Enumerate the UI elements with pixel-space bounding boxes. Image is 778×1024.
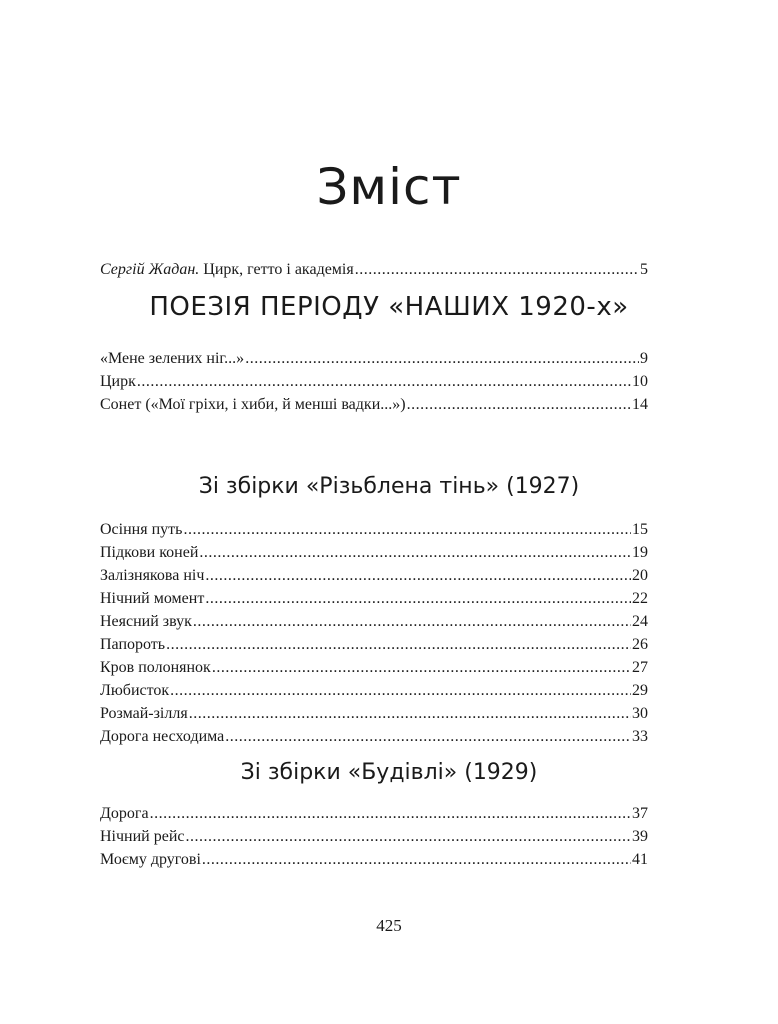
entry-title: Нічний рейс	[100, 828, 185, 845]
leader-dots	[183, 518, 631, 541]
entry-title: Підкови коней	[100, 544, 199, 561]
section-heading: ПОЕЗІЯ ПЕРІОДУ «НАШИХ 1920-х»	[149, 292, 629, 322]
leader-dots	[245, 347, 639, 370]
entry-page: 5	[640, 261, 648, 278]
toc-entry	[100, 610, 648, 633]
entry-page: 29	[632, 682, 648, 699]
toc-entry	[100, 587, 648, 610]
toc-intro	[100, 258, 648, 281]
collection-heading-1: Зі збірки «Різьблена тінь» (1927)	[198, 474, 580, 499]
entry-title	[100, 258, 354, 281]
entry-title: Кров полонянок	[100, 659, 211, 676]
leader-dots	[170, 679, 631, 702]
entry-title-text: Цирк, гетто і академія	[199, 261, 354, 278]
entry-title: Неясний звук	[100, 613, 192, 630]
leader-dots	[166, 633, 631, 656]
entry-page: 15	[632, 521, 648, 538]
leader-dots	[189, 702, 631, 725]
toc-entry	[100, 258, 648, 281]
leader-dots	[407, 393, 631, 416]
entry-title: Дорога	[100, 805, 149, 822]
toc-section-list	[100, 347, 648, 416]
page-number: 425	[376, 916, 402, 935]
leader-dots	[150, 802, 631, 825]
toc-entry	[100, 848, 648, 871]
leader-dots	[205, 587, 631, 610]
entry-page: 41	[632, 851, 648, 868]
entry-title: Осіння путь	[100, 521, 183, 538]
entry-title: Розмай-зілля	[100, 705, 188, 722]
leader-dots	[193, 610, 631, 633]
toc-entry	[100, 679, 648, 702]
leader-dots	[205, 564, 631, 587]
leader-dots	[199, 541, 631, 564]
entry-title: Любисток	[100, 682, 170, 699]
toc-entry	[100, 518, 648, 541]
entry-page: 9	[640, 350, 648, 367]
toc-entry	[100, 656, 648, 679]
toc-entry	[100, 347, 648, 370]
entry-page: 37	[632, 805, 648, 822]
entry-page: 39	[632, 828, 648, 845]
entry-page: 30	[632, 705, 648, 722]
toc-entry	[100, 393, 648, 416]
toc-entry	[100, 702, 648, 725]
leader-dots	[355, 258, 639, 281]
entry-page: 33	[632, 728, 648, 745]
page-title: Зміст	[316, 158, 462, 216]
entry-page: 10	[632, 373, 648, 390]
toc-entry	[100, 802, 648, 825]
entry-author: Сергій Жадан.	[100, 261, 200, 278]
entry-title: «Мене зелених ніг...»	[100, 350, 245, 367]
leader-dots	[186, 825, 632, 848]
entry-title: Цирк	[100, 373, 136, 390]
toc-entry	[100, 370, 648, 393]
toc-collection-1-list	[100, 518, 648, 748]
entry-page: 14	[632, 396, 648, 413]
collection-heading-2: Зі збірки «Будівлі» (1929)	[240, 760, 538, 785]
entry-page: 27	[632, 659, 648, 676]
toc-entry	[100, 725, 648, 748]
entry-page: 20	[632, 567, 648, 584]
toc-collection-2-list	[100, 802, 648, 871]
leader-dots	[212, 656, 631, 679]
entry-title: Папороть	[100, 636, 166, 653]
entry-page: 24	[632, 613, 648, 630]
entry-title: Сонет («Мої гріхи, і хиби, й менші вадки...»)	[100, 396, 406, 413]
entry-title: Моєму другові	[100, 851, 201, 868]
toc-entry	[100, 633, 648, 656]
entry-page: 19	[632, 544, 648, 561]
entry-title: Залізнякова ніч	[100, 567, 205, 584]
entry-title: Дорога несходима	[100, 728, 225, 745]
toc-entry	[100, 825, 648, 848]
toc-entry	[100, 564, 648, 587]
leader-dots	[202, 848, 631, 871]
leader-dots	[225, 725, 631, 748]
entry-page: 22	[632, 590, 648, 607]
toc-entry	[100, 541, 648, 564]
leader-dots	[137, 370, 631, 393]
entry-page: 26	[632, 636, 648, 653]
entry-title: Нічний момент	[100, 590, 205, 607]
